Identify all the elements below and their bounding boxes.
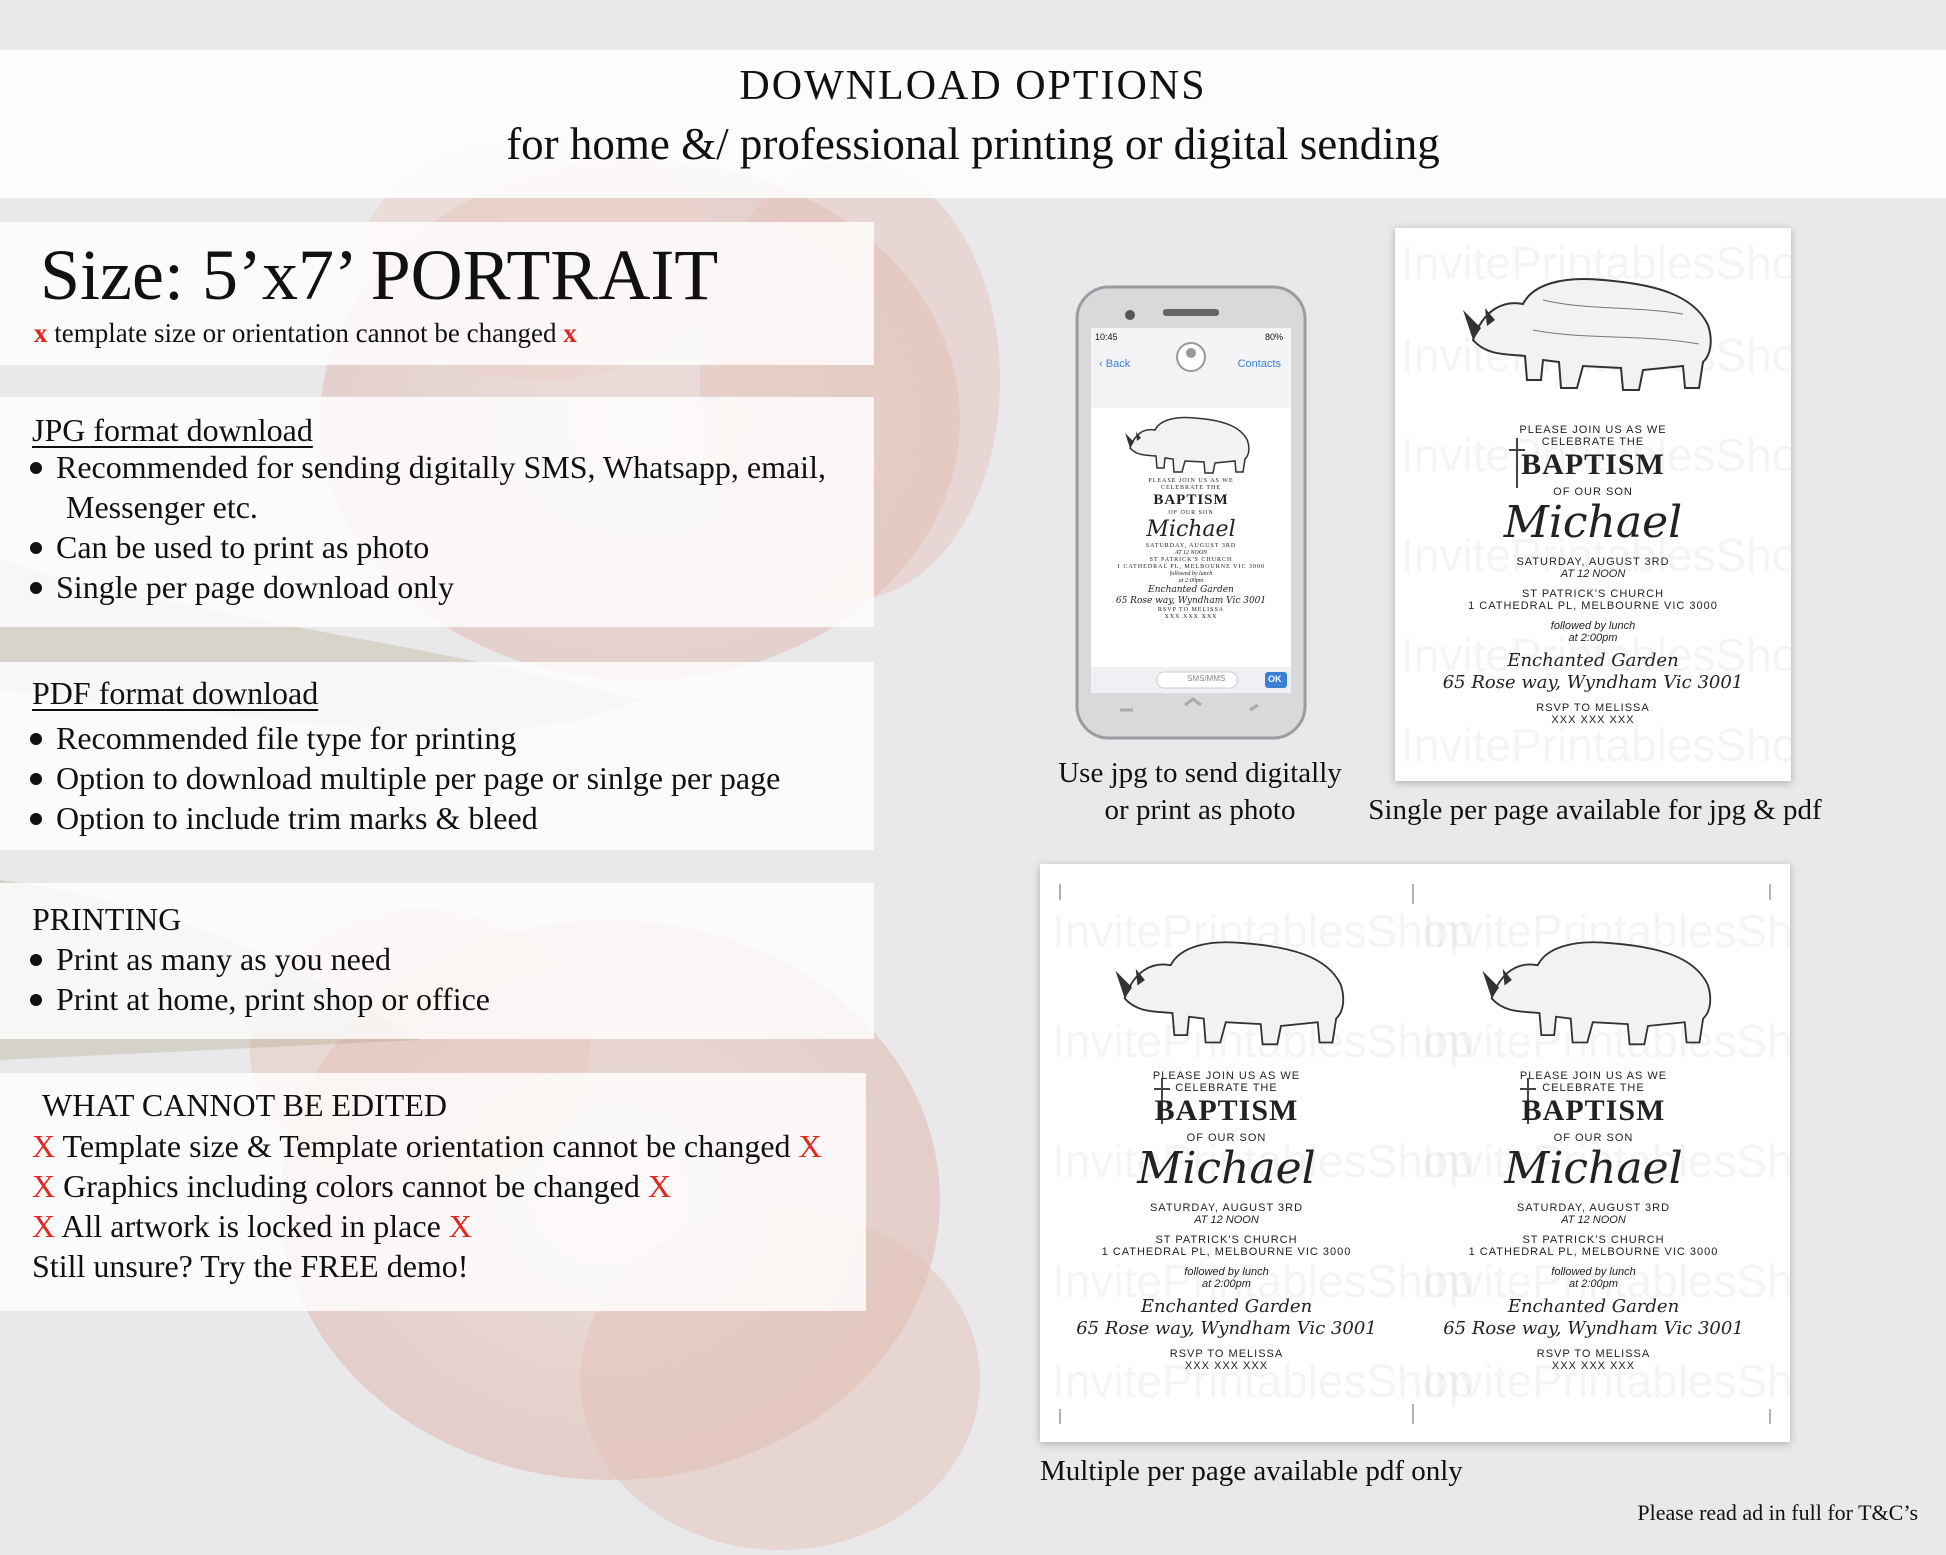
invite-relation: OF OUR SON [1553, 486, 1633, 498]
invite-relation: OF OUR SON [1553, 1132, 1634, 1144]
printing-heading: PRINTING [32, 901, 182, 937]
invite-reception-address: 65 Rose way, Wyndham Vic 3001 [1442, 672, 1744, 693]
invite-event: BAPTISM [1521, 1094, 1666, 1127]
message-input[interactable]: SMS/MMS [1187, 674, 1226, 683]
list-item: X Template size & Template orientation cannot be changed X [32, 1128, 822, 1164]
invite-followed: followed by lunch [1184, 1266, 1269, 1278]
list-item: Option to download multiple per page or sinlge per page [30, 760, 780, 797]
multiple-page-preview [1040, 864, 1790, 1442]
invite-relation: OF OUR SON [1168, 510, 1214, 516]
phone-caption-1: Use jpg to send digitally [1058, 757, 1342, 789]
bullet-icon [30, 733, 42, 745]
single-caption: Single per page available for jpg & pdf [1368, 794, 1822, 826]
invite-reception-address: 65 Rose way, Wyndham Vic 3001 [1076, 1318, 1377, 1339]
invite-date: SATURDAY, AUGUST 3RD [1145, 543, 1237, 549]
right-invitation [1407, 1070, 1780, 1372]
invite-phone: XXX XXX XXX [1551, 714, 1635, 726]
demo-note: Still unsure? Try the FREE demo! [32, 1248, 469, 1284]
invite-intro: PLEASE JOIN US AS WE [1148, 478, 1234, 484]
phone-caption-2: or print as photo [1104, 794, 1296, 826]
size-heading: Size: 5’x7’ PORTRAIT [40, 235, 719, 315]
list-item: Recommended for sending digitally SMS, Whatsapp, email, [30, 449, 826, 486]
invite-rsvp: RSVP TO MELISSA [1157, 607, 1225, 613]
invite-reception: Enchanted Garden [1507, 1296, 1680, 1317]
cannot-edit-heading: WHAT CANNOT BE EDITED [42, 1087, 447, 1123]
multiple-caption: Multiple per page available pdf only [1040, 1455, 1463, 1487]
bullet-icon [30, 773, 42, 785]
bullet-icon [30, 954, 42, 966]
invite-venue: ST PATRICK'S CHURCH [1521, 588, 1665, 600]
list-item-continuation: Messenger etc. [66, 489, 258, 525]
jpg-heading: JPG format download [32, 412, 313, 448]
pdf-panel [0, 662, 874, 850]
invite-followed: followed by lunch [1551, 1266, 1636, 1278]
bullet-icon [30, 813, 42, 825]
status-time: 10:45 [1095, 332, 1118, 342]
invite-time: AT 12 NOON [1561, 1214, 1626, 1226]
phone-mockup [1075, 285, 1307, 740]
invite-time: AT 12 NOON [1194, 1214, 1259, 1226]
size-note-text: template size or orientation cannot be changed [54, 318, 557, 348]
bullet-icon [30, 542, 42, 554]
invite-event: BAPTISM [1154, 1094, 1299, 1127]
invite-address: 1 CATHEDRAL PL, MELBOURNE VIC 3000 [1468, 600, 1718, 612]
invite-followed-time: at 2:00pm [1178, 578, 1204, 584]
invite-reception-address: 65 Rose way, Wyndham Vic 3001 [1443, 1318, 1744, 1339]
x-mark-icon: X [448, 1208, 472, 1244]
cannot-edit-panel [0, 1073, 866, 1311]
list-item: Recommended file type for printing [30, 720, 516, 757]
bullet-icon [30, 994, 42, 1006]
invite-venue: ST PATRICK'S CHURCH [1149, 557, 1233, 563]
contacts-button[interactable]: Contacts [1237, 358, 1281, 370]
invite-address: 1 CATHEDRAL PL, MELBOURNE VIC 3000 [1101, 1246, 1352, 1258]
invite-name: Michael [1504, 1143, 1683, 1194]
invite-intro: CELEBRATE THE [1160, 485, 1222, 491]
invite-followed: followed by lunch [1550, 620, 1636, 632]
jpg-panel [0, 397, 874, 627]
invite-rsvp: RSVP TO MELISSA [1169, 1348, 1284, 1360]
size-note [34, 318, 577, 349]
x-mark-icon: X [32, 1128, 56, 1164]
rhino-illustration [1463, 270, 1723, 394]
invite-date: SATURDAY, AUGUST 3RD [1149, 1202, 1304, 1214]
single-page-preview [1395, 228, 1791, 781]
invite-relation: OF OUR SON [1186, 1132, 1267, 1144]
list-item: Option to include trim marks & bleed [30, 800, 538, 837]
invite-reception: Enchanted Garden [1140, 1296, 1313, 1317]
invite-followed: followed by lunch [1169, 571, 1213, 577]
invite-name: Michael [1146, 517, 1236, 542]
invite-intro: CELEBRATE THE [1542, 1082, 1645, 1094]
invite-address: 1 CATHEDRAL PL, MELBOURNE VIC 3000 [1116, 564, 1265, 570]
invite-reception-address: 65 Rose way, Wyndham Vic 3001 [1115, 596, 1267, 606]
list-item: Single per page download only [30, 569, 454, 606]
invite-intro: PLEASE JOIN US AS WE [1152, 1070, 1301, 1082]
invite-phone: XXX XXX XXX [1184, 1360, 1269, 1372]
rhino-illustration [1482, 934, 1722, 1048]
list-item: X Graphics including colors cannot be changed X [32, 1168, 671, 1204]
invite-rsvp: RSVP TO MELISSA [1536, 1348, 1651, 1360]
invite-intro: PLEASE JOIN US AS WE [1519, 1070, 1668, 1082]
invite-event: BAPTISM [1521, 448, 1665, 481]
invite-followed-time: at 2:00pm [1202, 1278, 1251, 1290]
left-invitation [1040, 1070, 1413, 1372]
invite-venue: ST PATRICK'S CHURCH [1522, 1234, 1665, 1246]
invite-reception: Enchanted Garden [1507, 650, 1679, 671]
x-mark-icon: x [34, 318, 48, 348]
invite-date: SATURDAY, AUGUST 3RD [1516, 556, 1670, 568]
chevron-left-icon: ‹ [1099, 358, 1106, 370]
invite-intro: CELEBRATE THE [1541, 436, 1645, 448]
x-mark-icon: X [32, 1208, 56, 1244]
watermark-text [1401, 718, 1791, 772]
status-battery: 80% [1264, 332, 1283, 342]
x-mark-icon: X [647, 1168, 671, 1204]
invite-intro: CELEBRATE THE [1175, 1082, 1278, 1094]
invite-intro: PLEASE JOIN US AS WE [1519, 424, 1667, 436]
size-panel [0, 222, 874, 365]
invite-phone: XXX XXX XXX [1551, 1360, 1636, 1372]
invite-date: SATURDAY, AUGUST 3RD [1516, 1202, 1671, 1214]
single-invitation [1395, 424, 1791, 726]
invite-rsvp: RSVP TO MELISSA [1536, 702, 1650, 714]
invite-followed-time: at 2:00pm [1568, 632, 1618, 644]
rhino-illustration [1125, 413, 1255, 475]
list-item: X All artwork is locked in place X [32, 1208, 472, 1244]
rhino-illustration [1115, 934, 1355, 1048]
back-button[interactable]: ‹ Back [1099, 358, 1131, 370]
invite-name: Michael [1503, 497, 1683, 548]
invite-event: BAPTISM [1153, 492, 1229, 508]
invite-phone: XXX XXX XXX [1164, 614, 1218, 620]
x-mark-icon: x [563, 318, 577, 348]
send-ok-button[interactable]: OK [1268, 674, 1282, 684]
page-title: DOWNLOAD OPTIONS [739, 63, 1207, 109]
list-item: Print at home, print shop or office [30, 981, 490, 1018]
invite-address: 1 CATHEDRAL PL, MELBOURNE VIC 3000 [1468, 1246, 1719, 1258]
invite-name: Michael [1137, 1143, 1316, 1194]
header-banner [0, 50, 1946, 198]
x-mark-icon: X [798, 1128, 822, 1164]
invite-reception: Enchanted Garden [1148, 585, 1234, 595]
page-subtitle: for home &/ professional printing or digital sending [506, 119, 1440, 169]
x-mark-icon: X [32, 1168, 56, 1204]
bullet-icon [30, 582, 42, 594]
bullet-icon [30, 462, 42, 474]
printing-panel [0, 883, 874, 1039]
invite-time: AT 12 NOON [1174, 550, 1208, 556]
list-item: Can be used to print as photo [30, 529, 429, 566]
phone-invitation [1091, 478, 1291, 621]
footnote: Please read ad in full for T&C’s [1637, 1500, 1918, 1525]
invite-venue: ST PATRICK'S CHURCH [1155, 1234, 1298, 1246]
list-item: Print as many as you need [30, 941, 391, 978]
pdf-heading: PDF format download [32, 675, 319, 711]
invite-time: AT 12 NOON [1560, 568, 1626, 580]
invite-followed-time: at 2:00pm [1569, 1278, 1618, 1290]
